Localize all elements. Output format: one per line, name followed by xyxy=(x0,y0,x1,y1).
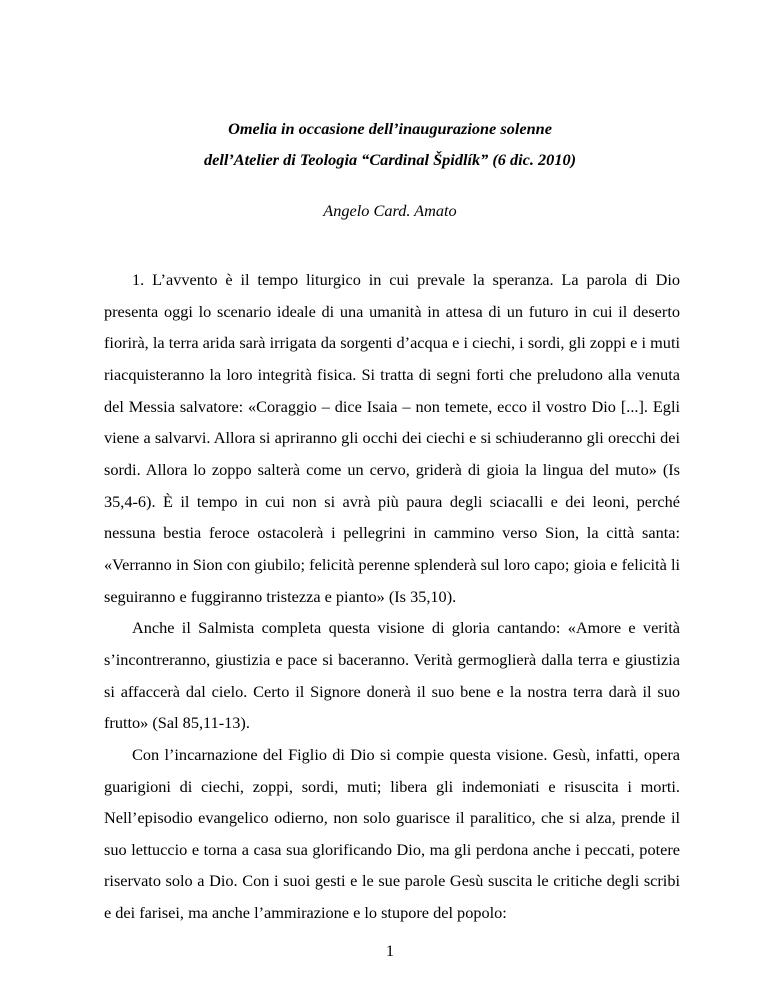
title-line-2: dell’Atelier di Teologia “Cardinal Špidlík” (6 dic. 2010) xyxy=(203,150,577,169)
title-line-1: Omelia in occasione dell’inaugurazione solenne xyxy=(228,119,552,138)
document-title xyxy=(0,113,768,175)
paragraph-3: Con l’incarnazione del Figlio di Dio si compie questa visione. Gesù, infatti, opera guarigioni di ciechi, zoppi, sordi, muti; libera gli indemoniati e risuscita i morti. Nell’episodio evangelico odierno, non solo guarisce il paralitico, che si alza, prende il suo lettuccio e torna a casa sua glorificando Dio, ma gli perdona anche i peccati, potere riservato solo a Dio. Con i suoi gesti e le sue parole Gesù suscita le critiche degli scribi e dei farisei, ma anche l’ammirazione e lo stupore del popolo: xyxy=(104,744,680,923)
author-name: Angelo Card. Amato xyxy=(323,201,457,220)
body-text xyxy=(104,264,680,929)
paragraph-2: Anche il Salmista completa questa visione di gloria cantando: «Amore e verità s’incontreranno, giustizia e pace si baceranno. Verità germoglierà dalla terra e giustizia si affaccerà dal cielo. Certo il Signore donerà il suo bene e la nostra terra darà il suo frutto» (Sal 85,11-13). xyxy=(104,618,680,733)
paragraph-1: 1. L’avvento è il tempo liturgico in cui prevale la speranza. La parola di Dio presenta oggi lo scenario ideale di una umanità in attesa di un futuro in cui il deserto fiorirà, la terra arida sarà irrigata da sorgenti d’acqua e i ciechi, i sordi, gli zoppi e i muti riacquisteranno la loro integrità fisica. Si tratta di segni forti che preludono alla venuta del Messia salvatore: «Coraggio – dice Isaia – non temete, ecco il vostro Dio [...]. Egli viene a salvarvi. Allora si apriranno gli occhi dei ciechi e si schiuderanno gli orecchi dei sordi. Allora lo zoppo salterà come un cervo, griderà di gioia la lingua del muto» (Is 35,4-6). È il tempo in cui non si avrà più paura degli sciacalli e dei leoni, perché nessuna bestia feroce ostacolerà i pellegrini in cammino verso Sion, la città santa: «Verranno in Sion con giubilo; felicità perenne splenderà sul loro capo; gioia e felicità li seguiranno e fuggiranno tristezza e pianto» (Is 35,10). xyxy=(104,270,680,606)
page-number: 1 xyxy=(385,941,395,960)
